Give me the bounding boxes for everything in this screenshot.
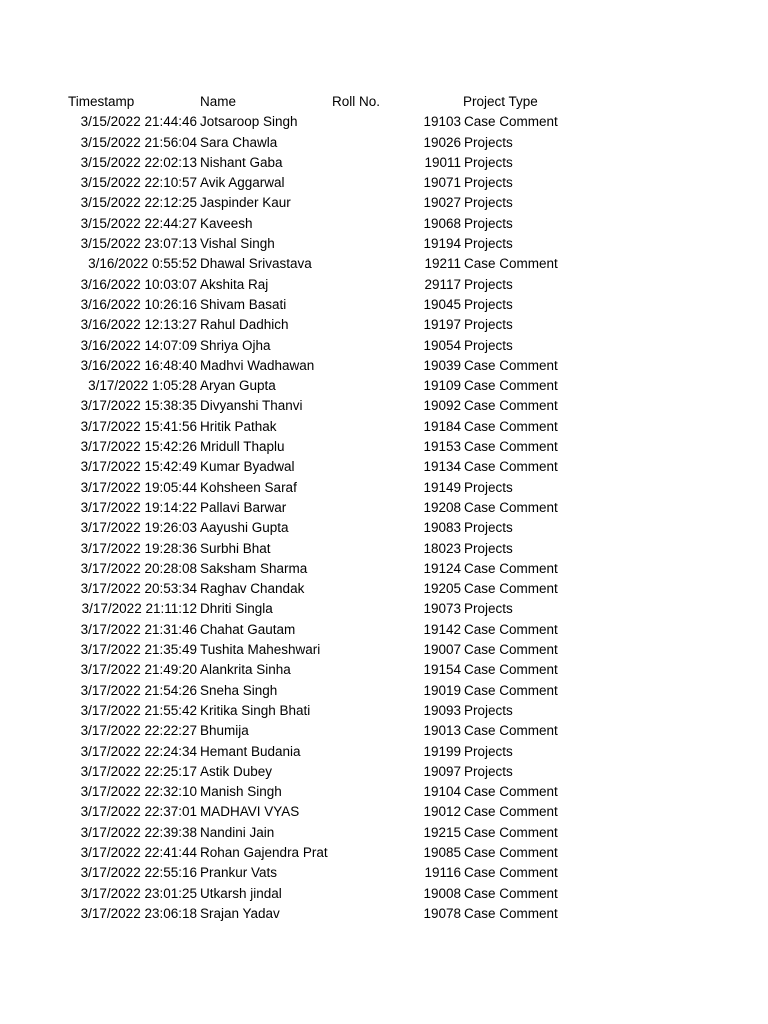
project-type-cell: Case Comment xyxy=(464,784,558,800)
timestamp-cell: 3/15/2022 22:02:13 xyxy=(80,154,197,170)
table-row xyxy=(0,681,768,701)
roll-no-cell: 29117 xyxy=(424,276,461,292)
table-row xyxy=(0,599,768,619)
table-row xyxy=(0,518,768,538)
project-type-cell: Projects xyxy=(464,337,513,353)
roll-no-cell: 19019 xyxy=(423,682,461,698)
header-timestamp: Timestamp xyxy=(68,94,135,109)
name-cell: Hemant Budania xyxy=(200,743,301,759)
table-row xyxy=(0,863,768,883)
name-cell: Chahat Gautam xyxy=(200,621,296,637)
name-cell: Akshita Raj xyxy=(200,276,269,292)
timestamp-cell: 3/15/2022 22:44:27 xyxy=(80,215,197,231)
project-type-cell: Projects xyxy=(464,236,513,252)
name-cell: Prankur Vats xyxy=(200,865,278,881)
project-type-cell: Case Comment xyxy=(464,439,558,455)
timestamp-cell: 3/15/2022 21:44:46 xyxy=(80,114,197,130)
roll-no-cell: 19184 xyxy=(423,418,461,434)
timestamp-cell: 3/17/2022 19:05:44 xyxy=(80,479,197,495)
timestamp-cell: 3/17/2022 1:05:28 xyxy=(88,378,197,394)
roll-no-cell: 19026 xyxy=(423,134,461,150)
table-row xyxy=(0,742,768,762)
project-type-cell: Case Comment xyxy=(464,865,558,881)
table-row xyxy=(0,437,768,457)
roll-no-cell: 19013 xyxy=(423,723,461,739)
name-cell: Mridull Thaplu xyxy=(200,439,285,455)
roll-no-cell: 19073 xyxy=(423,601,461,617)
timestamp-cell: 3/17/2022 20:28:08 xyxy=(80,560,197,576)
table-row xyxy=(0,539,768,559)
table-row xyxy=(0,275,768,295)
name-cell: Vishal Singh xyxy=(200,236,275,252)
table-row xyxy=(0,701,768,721)
project-type-cell: Projects xyxy=(464,601,513,617)
timestamp-cell: 3/17/2022 19:14:22 xyxy=(80,499,197,515)
roll-no-cell: 19104 xyxy=(423,784,461,800)
name-cell: Astik Dubey xyxy=(200,763,273,779)
roll-no-cell: 19097 xyxy=(423,763,461,779)
timestamp-cell: 3/17/2022 22:32:10 xyxy=(80,784,197,800)
timestamp-cell: 3/16/2022 0:55:52 xyxy=(88,256,197,272)
name-cell: Dhriti Singla xyxy=(200,601,273,617)
name-cell: Shriya Ojha xyxy=(200,337,271,353)
roll-no-cell: 19134 xyxy=(423,459,461,475)
table-row xyxy=(0,559,768,579)
roll-no-cell: 19085 xyxy=(423,844,461,860)
timestamp-cell: 3/17/2022 21:54:26 xyxy=(80,682,197,698)
name-cell: Sneha Singh xyxy=(200,682,278,698)
name-cell: Avik Aggarwal xyxy=(200,175,285,191)
project-type-cell: Case Comment xyxy=(464,723,558,739)
table-row xyxy=(0,782,768,802)
name-cell: Rahul Dadhich xyxy=(200,317,289,333)
roll-no-cell: 19208 xyxy=(423,499,461,515)
table-row xyxy=(0,843,768,863)
name-cell: Kritika Singh Bhati xyxy=(200,702,311,718)
table-row xyxy=(0,254,768,274)
table-row xyxy=(0,904,768,924)
table-row xyxy=(0,417,768,437)
timestamp-cell: 3/17/2022 21:31:46 xyxy=(80,621,197,637)
roll-no-cell: 19153 xyxy=(423,439,461,455)
table-row xyxy=(0,579,768,599)
project-type-cell: Case Comment xyxy=(464,418,558,434)
project-type-cell: Projects xyxy=(464,195,513,211)
name-cell: Pallavi Barwar xyxy=(200,499,287,515)
name-cell: Divyanshi Thanvi xyxy=(200,398,303,414)
project-type-cell: Case Comment xyxy=(464,581,558,597)
table-body xyxy=(0,112,768,924)
table-row xyxy=(0,133,768,153)
table-row xyxy=(0,295,768,315)
name-cell: Dhawal Srivastava xyxy=(200,256,312,272)
roll-no-cell: 19103 xyxy=(423,114,461,130)
project-type-cell: Projects xyxy=(464,154,513,170)
timestamp-cell: 3/17/2022 22:25:17 xyxy=(80,763,197,779)
project-type-cell: Case Comment xyxy=(464,804,558,820)
header-project-type: Project Type xyxy=(463,94,538,109)
roll-no-cell: 19149 xyxy=(423,479,461,495)
roll-no-cell: 19109 xyxy=(423,378,461,394)
project-type-cell: Case Comment xyxy=(464,621,558,637)
timestamp-cell: 3/17/2022 15:38:35 xyxy=(80,398,197,414)
name-cell: Aayushi Gupta xyxy=(200,520,289,536)
project-type-cell: Projects xyxy=(464,317,513,333)
timestamp-cell: 3/15/2022 23:07:13 xyxy=(80,236,197,252)
table-row xyxy=(0,762,768,782)
timestamp-cell: 3/17/2022 21:11:12 xyxy=(81,601,197,617)
timestamp-cell: 3/16/2022 10:03:07 xyxy=(80,276,197,292)
table-row xyxy=(0,620,768,640)
roll-no-cell: 19054 xyxy=(423,337,461,353)
project-type-cell: Projects xyxy=(464,276,513,292)
table-row xyxy=(0,802,768,822)
roll-no-cell: 19078 xyxy=(423,905,461,921)
timestamp-cell: 3/17/2022 23:01:25 xyxy=(80,885,197,901)
timestamp-cell: 3/16/2022 14:07:09 xyxy=(80,337,197,353)
name-cell: Madhvi Wadhawan xyxy=(200,357,315,373)
header-roll-no: Roll No. xyxy=(332,94,381,109)
name-cell: Kohsheen Saraf xyxy=(200,479,297,495)
project-type-cell: Case Comment xyxy=(464,824,558,840)
table-row xyxy=(0,193,768,213)
timestamp-cell: 3/15/2022 22:12:25 xyxy=(80,195,197,211)
timestamp-cell: 3/17/2022 22:41:44 xyxy=(80,844,197,860)
roll-no-cell: 19011 xyxy=(424,154,461,170)
table-row xyxy=(0,478,768,498)
roll-no-cell: 19154 xyxy=(423,662,461,678)
project-type-cell: Projects xyxy=(464,134,513,150)
roll-no-cell: 19068 xyxy=(423,215,461,231)
project-type-cell: Projects xyxy=(464,540,513,556)
name-cell: Nandini Jain xyxy=(200,824,275,840)
timestamp-cell: 3/17/2022 22:39:38 xyxy=(80,824,197,840)
roll-no-cell: 19199 xyxy=(423,743,461,759)
timestamp-cell: 3/16/2022 16:48:40 xyxy=(80,357,197,373)
timestamp-cell: 3/17/2022 19:26:03 xyxy=(80,520,197,536)
roll-no-cell: 19116 xyxy=(424,865,461,881)
timestamp-cell: 3/17/2022 19:28:36 xyxy=(80,540,197,556)
table-row xyxy=(0,153,768,173)
roll-no-cell: 19124 xyxy=(423,560,461,576)
name-cell: Jaspinder Kaur xyxy=(200,195,291,211)
roll-no-cell: 18023 xyxy=(423,540,461,556)
name-cell: MADHAVI VYAS xyxy=(200,804,300,820)
project-type-cell: Case Comment xyxy=(464,905,558,921)
table-row xyxy=(0,112,768,132)
name-cell: Kaveesh xyxy=(200,215,253,231)
project-type-cell: Case Comment xyxy=(464,357,558,373)
table-row xyxy=(0,640,768,660)
roll-no-cell: 19027 xyxy=(423,195,461,211)
name-cell: Bhumija xyxy=(200,723,249,739)
timestamp-cell: 3/17/2022 20:53:34 xyxy=(80,581,197,597)
roll-no-cell: 19142 xyxy=(423,621,461,637)
table-row xyxy=(0,336,768,356)
name-cell: Hritik Pathak xyxy=(200,418,277,434)
name-cell: Aryan Gupta xyxy=(200,378,276,394)
project-type-cell: Projects xyxy=(464,763,513,779)
table-row xyxy=(0,721,768,741)
project-type-cell: Projects xyxy=(464,702,513,718)
roll-no-cell: 19092 xyxy=(423,398,461,414)
timestamp-cell: 3/17/2022 22:22:27 xyxy=(80,723,197,739)
roll-no-cell: 19093 xyxy=(423,702,461,718)
project-type-cell: Case Comment xyxy=(464,378,558,394)
project-type-cell: Projects xyxy=(464,743,513,759)
project-type-cell: Case Comment xyxy=(464,642,558,658)
project-type-cell: Projects xyxy=(464,296,513,312)
roll-no-cell: 19215 xyxy=(423,824,461,840)
roll-no-cell: 19194 xyxy=(423,236,461,252)
name-cell: Alankrita Sinha xyxy=(200,662,291,678)
header-row xyxy=(0,92,768,112)
project-type-cell: Projects xyxy=(464,479,513,495)
timestamp-cell: 3/17/2022 23:06:18 xyxy=(80,905,197,921)
table-row xyxy=(0,356,768,376)
timestamp-cell: 3/17/2022 21:49:20 xyxy=(80,662,197,678)
roll-no-cell: 19071 xyxy=(423,175,461,191)
roll-no-cell: 19211 xyxy=(424,256,461,272)
table-row xyxy=(0,498,768,518)
name-cell: Utkarsh jindal xyxy=(200,885,282,901)
project-type-cell: Case Comment xyxy=(464,844,558,860)
project-type-cell: Projects xyxy=(464,520,513,536)
timestamp-cell: 3/16/2022 10:26:16 xyxy=(80,296,197,312)
project-type-cell: Case Comment xyxy=(464,499,558,515)
name-cell: Sara Chawla xyxy=(200,134,278,150)
name-cell: Surbhi Bhat xyxy=(200,540,271,556)
name-cell: Rohan Gajendra Prat xyxy=(200,844,328,860)
project-type-cell: Case Comment xyxy=(464,885,558,901)
timestamp-cell: 3/17/2022 21:35:49 xyxy=(80,642,197,658)
table-row xyxy=(0,234,768,254)
roll-no-cell: 19007 xyxy=(423,642,461,658)
timestamp-cell: 3/17/2022 22:24:34 xyxy=(80,743,197,759)
project-type-cell: Case Comment xyxy=(464,114,558,130)
timestamp-cell: 3/16/2022 12:13:27 xyxy=(80,317,197,333)
project-type-cell: Case Comment xyxy=(464,560,558,576)
table-row xyxy=(0,457,768,477)
name-cell: Shivam Basati xyxy=(200,296,287,312)
name-cell: Jotsaroop Singh xyxy=(200,114,298,130)
project-type-cell: Projects xyxy=(464,175,513,191)
timestamp-cell: 3/17/2022 15:42:26 xyxy=(80,439,197,455)
project-type-cell: Case Comment xyxy=(464,662,558,678)
spreadsheet-table xyxy=(0,92,768,924)
roll-no-cell: 19039 xyxy=(423,357,461,373)
table-row xyxy=(0,660,768,680)
roll-no-cell: 19012 xyxy=(423,804,461,820)
project-type-cell: Case Comment xyxy=(464,256,558,272)
timestamp-cell: 3/17/2022 21:55:42 xyxy=(80,702,197,718)
header-name: Name xyxy=(200,94,237,109)
name-cell: Kumar Byadwal xyxy=(200,459,295,475)
name-cell: Nishant Gaba xyxy=(200,154,283,170)
table-row xyxy=(0,315,768,335)
timestamp-cell: 3/15/2022 21:56:04 xyxy=(80,134,197,150)
timestamp-cell: 3/17/2022 15:42:49 xyxy=(80,459,197,475)
table-row xyxy=(0,823,768,843)
roll-no-cell: 19205 xyxy=(423,581,461,597)
table-row xyxy=(0,376,768,396)
name-cell: Saksham Sharma xyxy=(200,560,308,576)
roll-no-cell: 19197 xyxy=(423,317,461,333)
table-row xyxy=(0,173,768,193)
project-type-cell: Projects xyxy=(464,215,513,231)
name-cell: Manish Singh xyxy=(200,784,282,800)
table-row xyxy=(0,884,768,904)
project-type-cell: Case Comment xyxy=(464,459,558,475)
roll-no-cell: 19045 xyxy=(423,296,461,312)
name-cell: Srajan Yadav xyxy=(200,905,280,921)
roll-no-cell: 19083 xyxy=(423,520,461,536)
roll-no-cell: 19008 xyxy=(423,885,461,901)
timestamp-cell: 3/17/2022 15:41:56 xyxy=(80,418,197,434)
timestamp-cell: 3/15/2022 22:10:57 xyxy=(80,175,197,191)
table-row xyxy=(0,396,768,416)
table-row xyxy=(0,214,768,234)
timestamp-cell: 3/17/2022 22:37:01 xyxy=(80,804,197,820)
timestamp-cell: 3/17/2022 22:55:16 xyxy=(80,865,197,881)
project-type-cell: Case Comment xyxy=(464,398,558,414)
project-type-cell: Case Comment xyxy=(464,682,558,698)
name-cell: Tushita Maheshwari xyxy=(200,642,321,658)
name-cell: Raghav Chandak xyxy=(200,581,305,597)
